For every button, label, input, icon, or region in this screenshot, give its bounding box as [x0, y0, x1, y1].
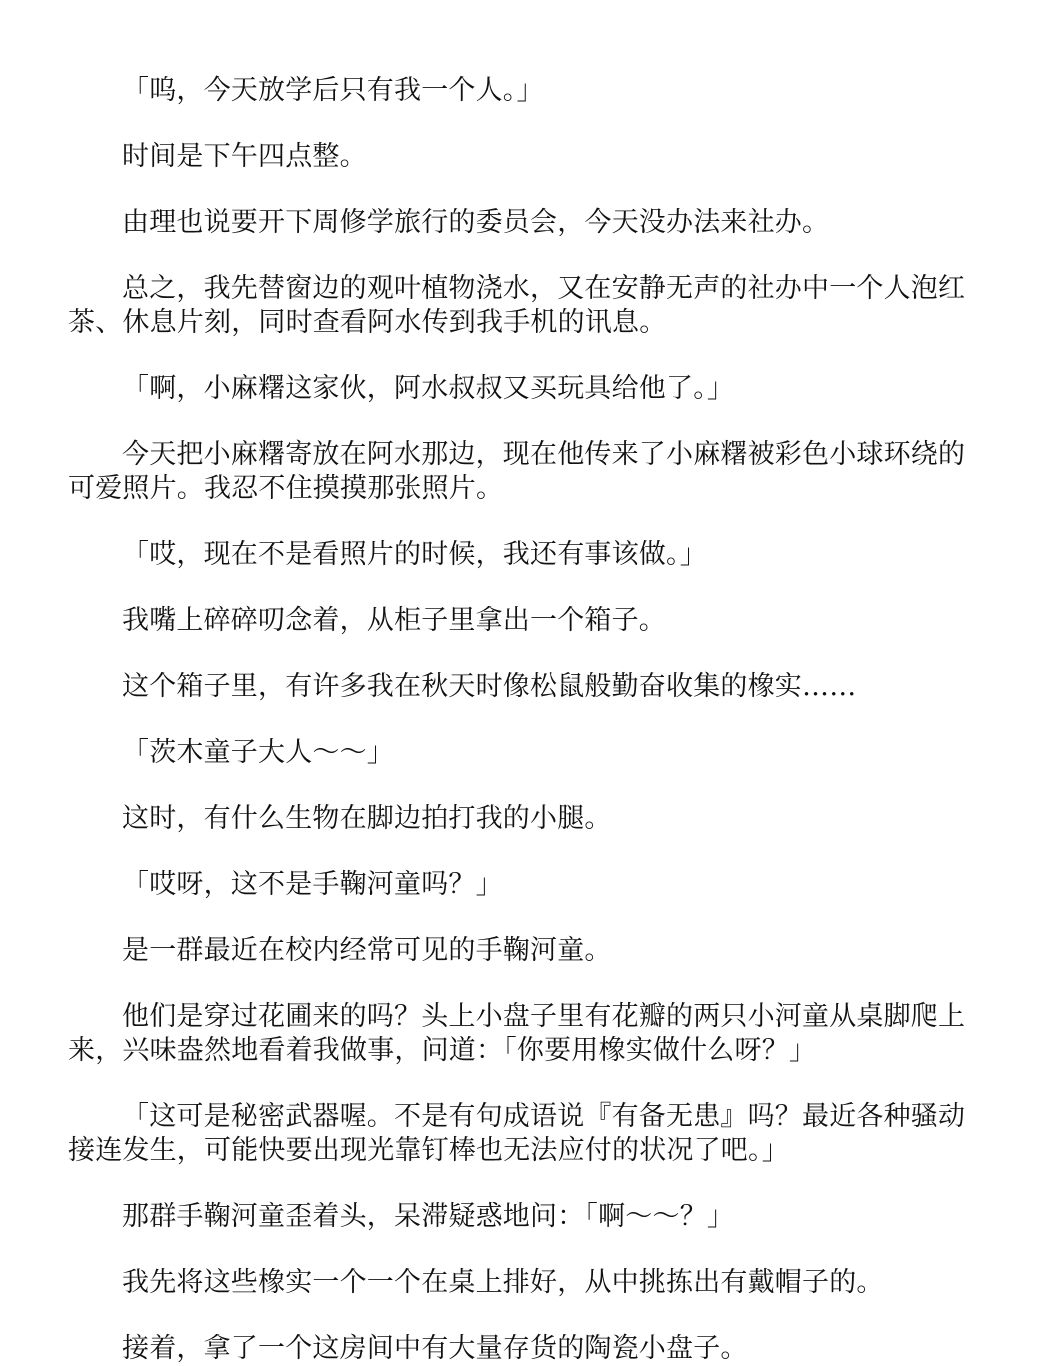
paragraph: 我嘴上碎碎叨念着，从柜子里拿出一个箱子。 [122, 605, 666, 636]
paragraph: 我先将这些橡实一个一个在桌上排好，从中挑拣出有戴帽子的。 [122, 1267, 884, 1298]
paragraph: 「哎呀，这不是手鞠河童吗？」 [122, 869, 503, 900]
body-text [68, 74, 973, 1366]
paragraph: 「啊，小麻糬这家伙，阿水叔叔又买玩具给他了。」 [122, 373, 735, 404]
paragraph: 这个箱子里，有许多我在秋天时像松鼠般勤奋收集的橡实…… [122, 671, 857, 702]
paragraph: 他们是穿过花圃来的吗？头上小盘子里有花瓣的两只小河童从桌脚爬上来，兴味盎然地看着我做事，问道：「你要用橡实做什么呀？」 [68, 1001, 966, 1066]
paragraph: 今天把小麻糬寄放在阿水那边，现在他传来了小麻糬被彩色小球环绕的可爱照片。我忍不住摸摸那张照片。 [68, 439, 966, 504]
paragraph: 「这可是秘密武器喔。不是有句成语说『有备无患』吗？最近各种骚动接连发生，可能快要出现光靠钉棒也无法应付的状况了吧。」 [68, 1101, 966, 1166]
paragraph: 总之，我先替窗边的观叶植物浇水，又在安静无声的社办中一个人泡红茶、休息片刻，同时查看阿水传到我手机的讯息。 [68, 273, 966, 338]
paragraph: 「哎，现在不是看照片的时候，我还有事该做。」 [122, 539, 707, 570]
paragraph: 由理也说要开下周修学旅行的委员会，今天没办法来社办。 [122, 207, 830, 238]
paragraph: 那群手鞠河童歪着头，呆滞疑惑地问：「啊～～？」 [122, 1201, 735, 1232]
paragraph: 这时，有什么生物在脚边拍打我的小腿。 [122, 803, 612, 834]
paragraph: 「呜，今天放学后只有我一个人。」 [122, 75, 544, 106]
paragraph: 时间是下午四点整。 [122, 141, 367, 172]
paragraph: 接着，拿了一个这房间中有大量存货的陶瓷小盘子。 [122, 1333, 748, 1364]
paragraph: 是一群最近在校内经常可见的手鞠河童。 [122, 935, 612, 966]
paragraph: 「茨木童子大人～～」 [122, 737, 394, 768]
